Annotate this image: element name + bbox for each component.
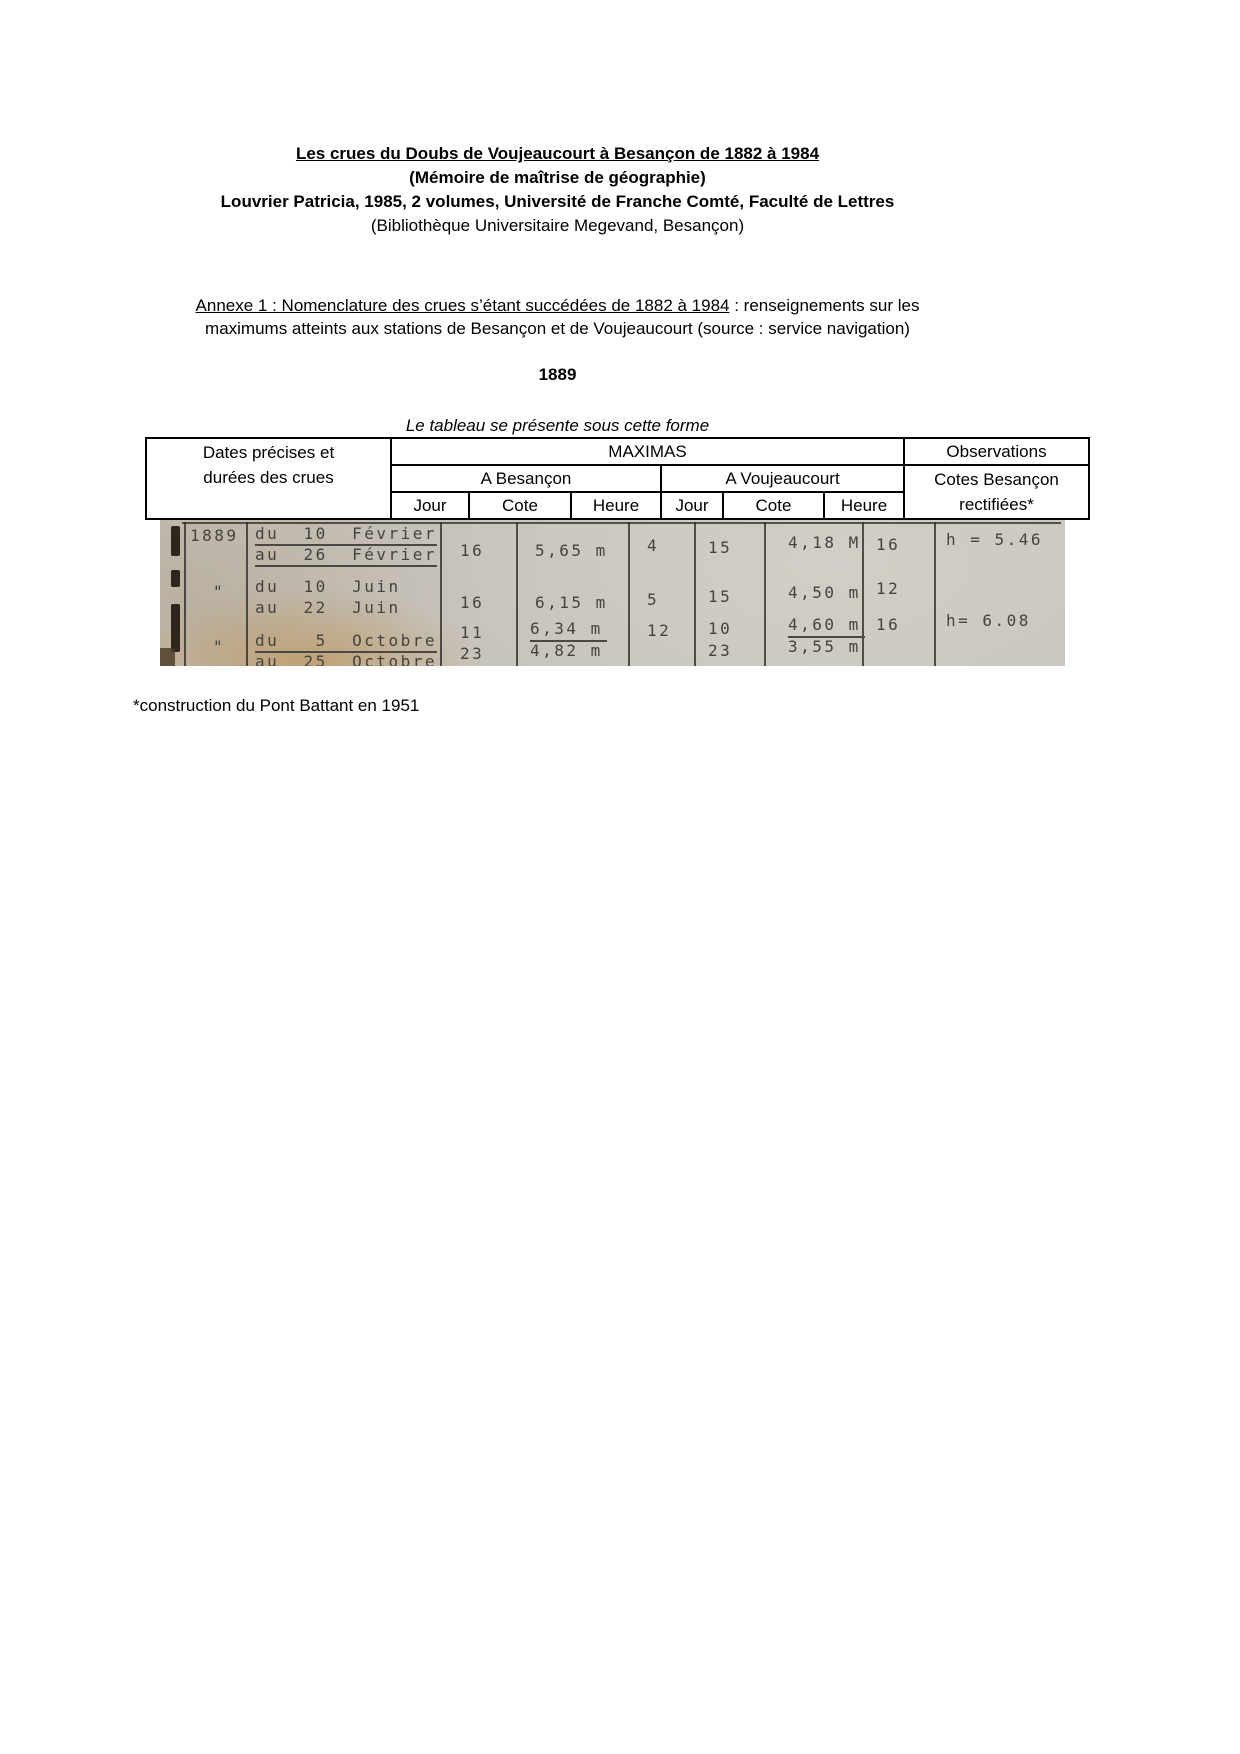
scan-cote-voujeaucourt-max: 4,60 m [788, 615, 865, 638]
col-header-jour-voujeaucourt: Jour [661, 492, 723, 519]
scan-rule [764, 522, 766, 666]
scan-rule [628, 522, 630, 666]
title-subline-library: (Bibliothèque Universitaire Megevand, Besançon) [370, 216, 745, 235]
col-header-jour-besancon: Jour [391, 492, 469, 519]
scan-edge-mark [171, 604, 180, 652]
scan-date-start: du 10 Juin [255, 577, 401, 596]
annexe-line1 [100, 294, 1015, 317]
scan-cote-voujeaucourt: 4,18 M [788, 533, 861, 552]
scan-rule [516, 522, 518, 666]
scan-cote-voujeaucourt-2: 3,55 m [788, 637, 861, 656]
title-block [0, 142, 1115, 238]
scan-heure-voujeaucourt: 16 [876, 535, 901, 554]
scan-date-start: du 10 Février [255, 524, 437, 546]
scan-cote-besancon: 6,15 m [535, 593, 608, 612]
col-header-dates-line1: Dates précises et [202, 443, 335, 462]
scan-rule [184, 522, 186, 666]
scan-heure-besancon: 4 [647, 536, 660, 555]
annexe-heading-underlined: Annexe 1 : Nomenclature des crues s’étant succédées de 1882 à 1984 [195, 296, 730, 315]
col-header-besancon: A Besançon [391, 465, 661, 492]
scan-date-start: du 5 Octobre [255, 631, 437, 653]
scan-rule [246, 522, 248, 666]
col-header-dates [146, 438, 391, 519]
scan-rule [440, 522, 442, 666]
scan-date-end: au 25 Octobre [255, 652, 437, 666]
col-header-cote-besancon: Cote [469, 492, 571, 519]
scan-cote-besancon: 5,65 m [535, 541, 608, 560]
annexe-paragraph [100, 294, 1015, 340]
table-caption: Le tableau se présente sous cette forme [405, 416, 710, 435]
scan-jour-voujeaucourt-2: 23 [708, 641, 733, 660]
scan-edge-mark [171, 570, 180, 587]
document-title: Les crues du Doubs de Voujeaucourt à Besançon de 1882 à 1984 [295, 144, 820, 163]
year-heading: 1889 [538, 365, 577, 384]
scan-jour-besancon: 16 [460, 593, 485, 612]
scan-jour-besancon: 16 [460, 541, 485, 560]
annexe-line2: maximums atteints aux stations de Besançon et de Voujeaucourt (source : service navigation) [205, 319, 910, 338]
rectifiees-label: rectifiées* [959, 495, 1034, 514]
scan-jour-voujeaucourt: 15 [708, 587, 733, 606]
col-header-voujeaucourt: A Voujeaucourt [661, 465, 904, 492]
scanned-table-photo [160, 520, 1065, 666]
cotes-besancon-label: Cotes Besançon [934, 470, 1059, 489]
scan-heure-voujeaucourt: 12 [876, 579, 901, 598]
header-table [145, 437, 1090, 520]
col-header-heure-besancon: Heure [571, 492, 661, 519]
scan-year-ditto: " [213, 582, 226, 601]
title-subline-author: Louvrier Patricia, 1985, 2 volumes, Université de Franche Comté, Faculté de Lettres [220, 192, 895, 211]
scan-heure-besancon: 12 [647, 621, 672, 640]
scan-year: 1889 [190, 526, 239, 545]
col-header-cote-voujeaucourt: Cote [723, 492, 824, 519]
scan-jour-besancon-2: 23 [460, 644, 485, 663]
scan-cote-besancon-2: 4,82 m [530, 641, 603, 660]
scan-date-end: au 22 Juin [255, 598, 401, 617]
title-subline-memoire: (Mémoire de maîtrise de géographie) [409, 168, 706, 187]
scan-cote-besancon-max: 6,34 m [530, 619, 607, 642]
scan-jour-voujeaucourt-max: 10 [708, 619, 733, 638]
col-header-heure-voujeaucourt: Heure [824, 492, 904, 519]
scan-rule [694, 522, 696, 666]
scan-jour-besancon-max: 11 [460, 623, 485, 642]
annexe-rest: : renseignements sur les [729, 296, 920, 315]
scan-edge-mark [171, 526, 180, 556]
scan-rule [862, 522, 864, 666]
scan-cote-voujeaucourt: 4,50 m [788, 583, 861, 602]
col-header-observations: Observations [904, 438, 1089, 465]
scan-observation: h = 5.46 [946, 530, 1044, 549]
scan-observation: h= 6.08 [946, 611, 1031, 630]
col-header-cotes-rectifiees [904, 465, 1089, 519]
col-header-dates-line2: durées des crues [203, 468, 334, 487]
scan-heure-voujeaucourt: 16 [876, 615, 901, 634]
scan-year-ditto: " [213, 637, 226, 656]
footnote: *construction du Pont Battant en 1951 [133, 696, 420, 715]
scan-heure-besancon: 5 [647, 590, 660, 609]
scan-rule [934, 522, 936, 666]
col-header-maximas: MAXIMAS [391, 438, 904, 465]
scan-date-end: au 26 Février [255, 545, 437, 567]
scan-jour-voujeaucourt: 15 [708, 538, 733, 557]
scan-corner-shadow [160, 648, 175, 666]
